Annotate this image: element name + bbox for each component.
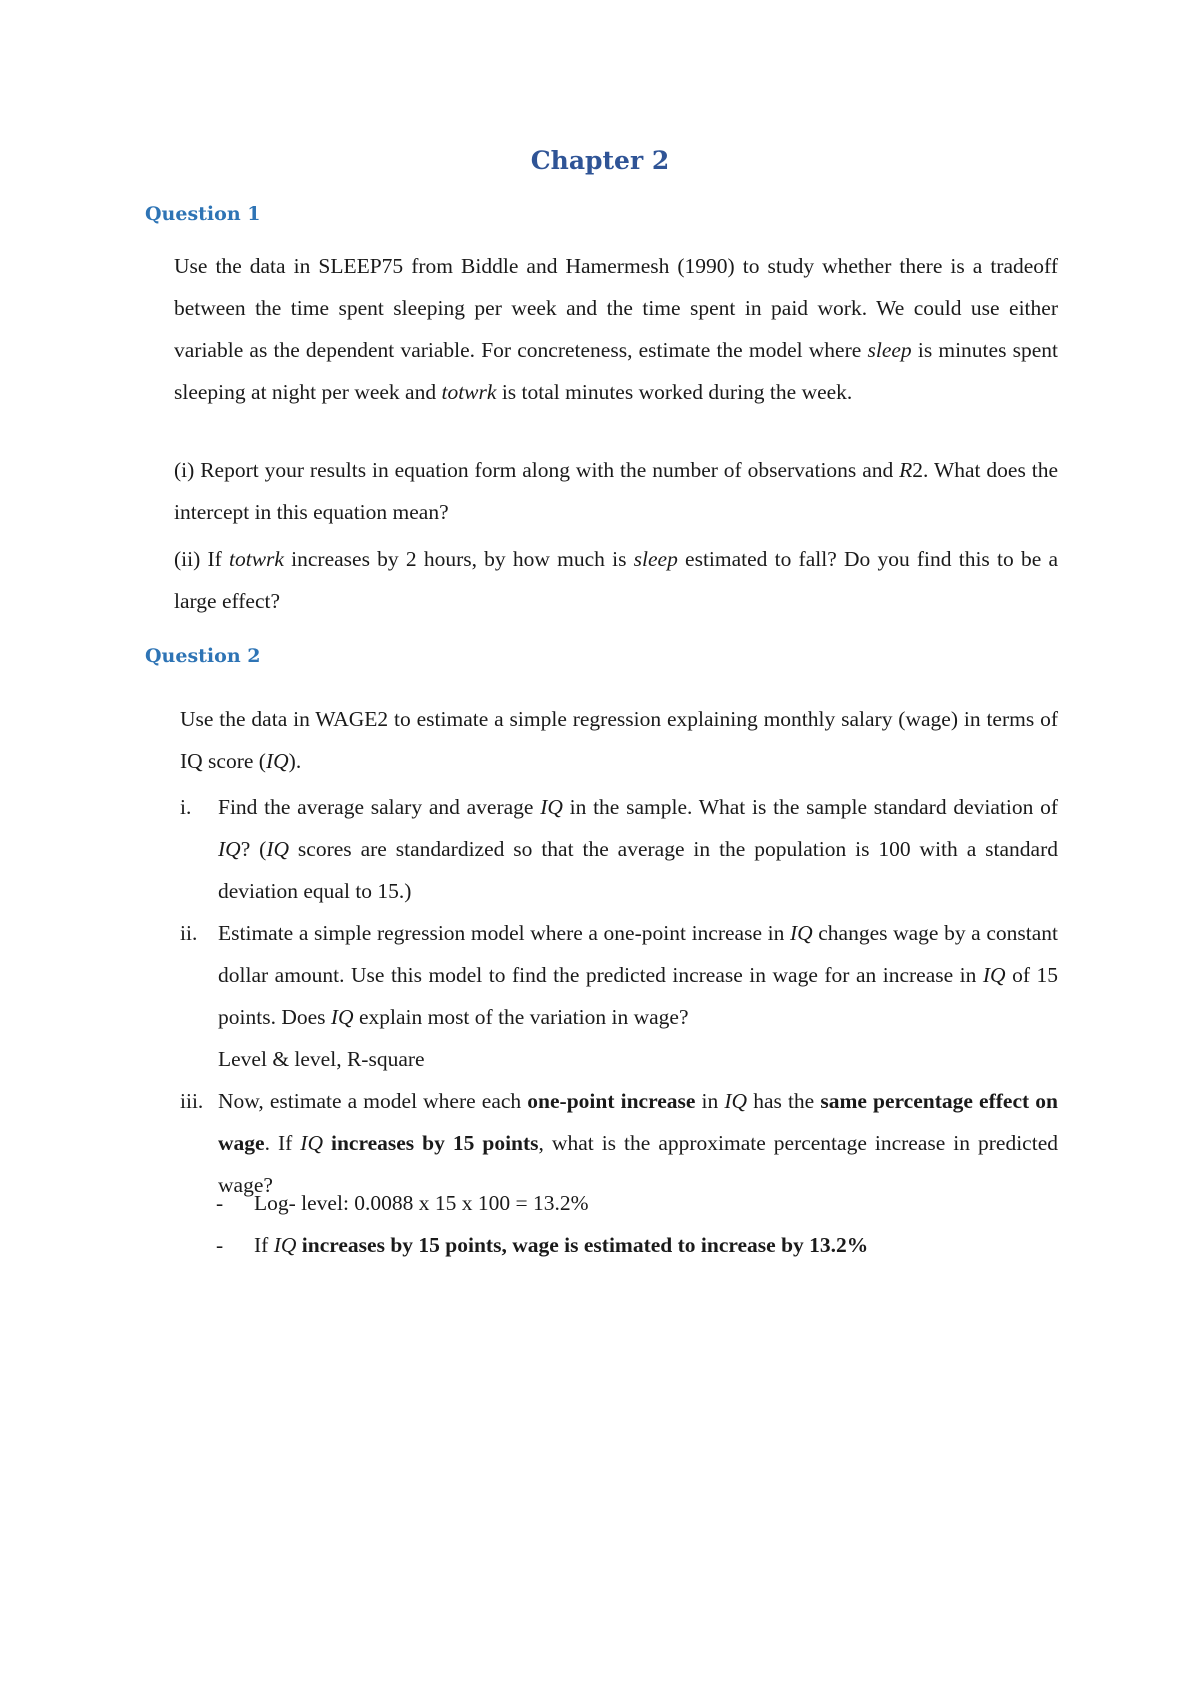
question-2-heading: Question 2 (145, 645, 261, 667)
text-run: (ii) If (174, 547, 229, 571)
text-run: 2. What does the intercept in this equation mean? (174, 458, 1058, 524)
list-item (180, 912, 1058, 1080)
question-1-part-i (174, 449, 1058, 533)
text-run: If (254, 1233, 274, 1257)
text-run: IQ (540, 795, 563, 819)
list-item-text (218, 795, 1058, 903)
text-run: Now, estimate a model where each (218, 1089, 528, 1113)
text-run: ? ( (240, 837, 267, 861)
text-run: increases by 2 hours, by how much is (283, 547, 634, 571)
text-run: totwrk (229, 547, 284, 571)
chapter-title: Chapter 2 (530, 146, 670, 175)
text-run: sleep (633, 547, 678, 571)
answer-note: Level & level, R-square (218, 1047, 425, 1071)
text-run: is minutes spent sleeping at night per week and (174, 338, 1058, 404)
text-run: sleep (867, 338, 912, 362)
answer-text (254, 1191, 589, 1215)
list-item-text (218, 921, 1058, 1029)
text-run: changes wage by a constant dollar amount. Use this model to find the predicted increase in wage for an increase in (218, 921, 1058, 987)
text-run: increases by 15 points, wage is estimated to increase by 13.2% (301, 1233, 869, 1257)
text-run: (i) Report your results in equation form along with the number of observations and (174, 458, 900, 482)
text-run: IQ (266, 837, 289, 861)
list-marker: iii. (180, 1089, 204, 1113)
text-run: IQ (330, 1005, 354, 1029)
text-run: Use the data in WAGE2 to estimate a simple regression explaining monthly salary (wage) in terms of IQ score ( (180, 707, 1058, 773)
answer-item (216, 1182, 1076, 1224)
text-run: Use the data in SLEEP75 from Biddle and Hamermesh (1990) to study whether there is a tradeoff between the time spent sleeping per week and the time spent in paid work. We could use either variable as the dependent variable. For concreteness, estimate the model where (174, 254, 1058, 362)
answer-list (216, 1182, 1076, 1266)
list-marker: ii. (180, 921, 198, 945)
text-run: in (695, 1089, 725, 1113)
text-run (323, 1131, 331, 1155)
text-run: is total minutes worked during the week. (496, 380, 853, 404)
text-run: Estimate a simple regression model where a one-point increase in (218, 921, 790, 945)
text-run: increases by 15 points (330, 1131, 539, 1155)
dash-marker: - (216, 1233, 224, 1257)
list-marker: i. (180, 795, 192, 819)
list-item-text (218, 1089, 1058, 1197)
text-run: , what is the approximate percentage increase in predicted wage? (218, 1131, 1058, 1197)
text-run: one-point increase (527, 1089, 696, 1113)
text-run: Find the average salary and average (218, 795, 541, 819)
text-run: IQ (273, 1233, 297, 1257)
text-run: ). (288, 749, 302, 773)
text-run: has the (747, 1089, 821, 1113)
text-run: IQ (265, 749, 289, 773)
text-run: R (899, 458, 913, 482)
text-run: same percentage effect on wage (218, 1089, 1058, 1155)
question-2-intro (180, 698, 1058, 782)
answer-item (216, 1224, 1076, 1266)
text-run: IQ (724, 1089, 748, 1113)
list-item (180, 786, 1058, 912)
question-1-heading: Question 1 (145, 203, 261, 225)
question-2-parts-list (180, 786, 1058, 1206)
question-1-intro (174, 245, 1058, 413)
text-run: IQ (300, 1131, 323, 1155)
text-run: . If (264, 1131, 301, 1155)
dash-marker: - (216, 1191, 224, 1215)
text-run: estimated to fall? Do you find this to be a large effect? (174, 547, 1058, 613)
text-run: of 15 points. Does (218, 963, 1058, 1029)
text-run: explain most of the variation in wage? (353, 1005, 689, 1029)
text-run: IQ (982, 963, 1006, 987)
text-run: scores are standardized so that the average in the population is 100 with a standard deviation equal to 15.) (218, 837, 1058, 903)
question-1-part-ii (174, 538, 1058, 622)
text-run: IQ (218, 837, 241, 861)
answer-text (254, 1233, 868, 1257)
text-run: in the sample. What is the sample standard deviation of (562, 795, 1058, 819)
text-run: totwrk (441, 380, 497, 404)
text-run: IQ (789, 921, 813, 945)
text-run: Log- level: 0.0088 x 15 x 100 = 13.2% (254, 1191, 589, 1215)
